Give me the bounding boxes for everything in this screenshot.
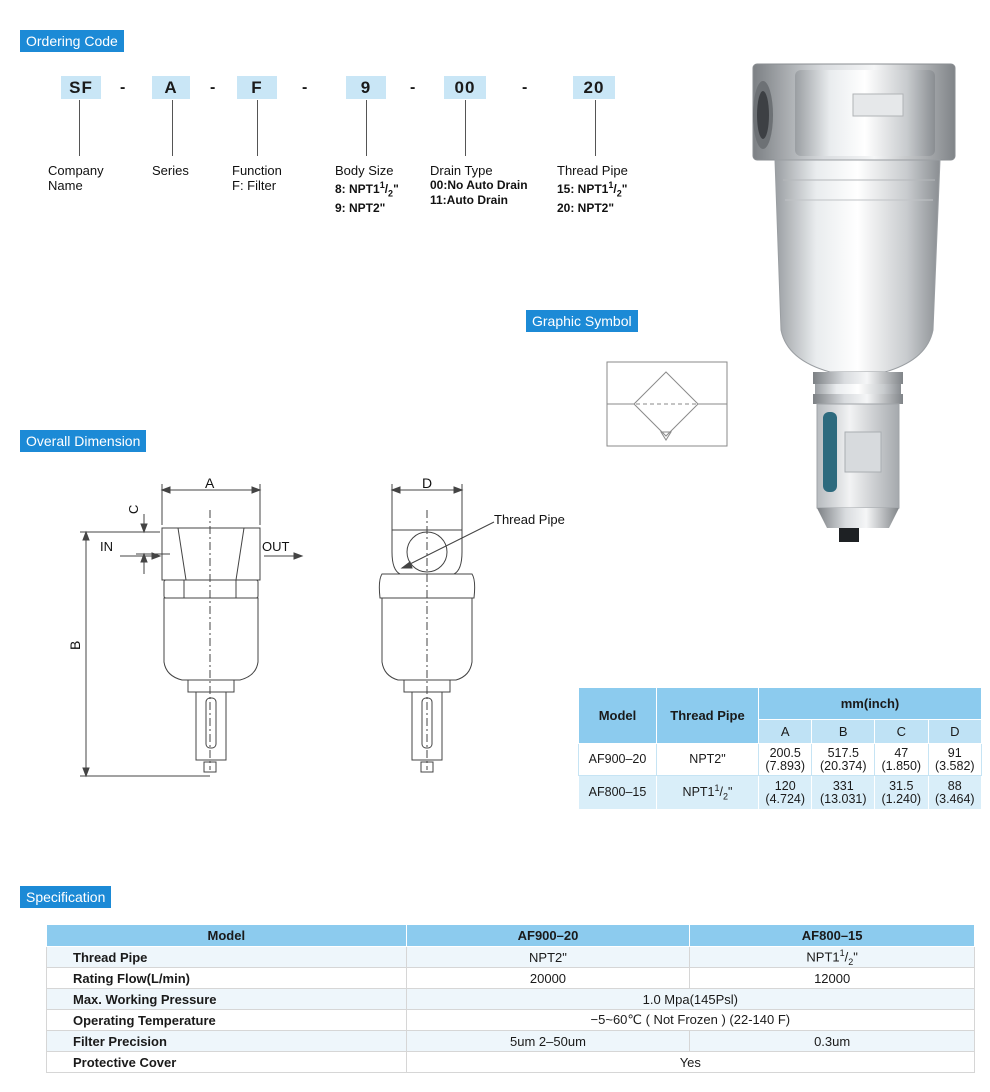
table-row xyxy=(579,744,982,776)
dimension-table xyxy=(578,687,982,810)
front-dimension-drawing xyxy=(60,470,320,790)
dim-cell-model: AF900–20 xyxy=(579,744,657,776)
spec-header-af900: AF900–20 xyxy=(406,925,690,947)
spec-value: 1.0 Mpa(145Psl) xyxy=(406,989,974,1010)
dim-cell-thread: NPT2" xyxy=(657,744,759,776)
code-dash: - xyxy=(210,79,216,96)
spec-label-cover: Protective Cover xyxy=(47,1052,407,1073)
label-thread-pipe: Thread Pipe 15: $NPT1^1/_2$" 20: NPT2" xyxy=(557,163,628,216)
dim-cell-c: 47 (1.850) xyxy=(875,744,928,776)
dim-cell-d: 91 (3.582) xyxy=(928,744,981,776)
dim-col-c: C xyxy=(875,720,928,744)
code-leader-line xyxy=(366,100,367,156)
code-company: SF xyxy=(61,76,101,99)
code-leader-line xyxy=(257,100,258,156)
label-series: Series xyxy=(152,163,189,178)
spec-value: $NPT1^1/_2$" xyxy=(690,947,975,968)
code-dash: - xyxy=(120,79,126,96)
dim-col-a: A xyxy=(759,720,812,744)
spec-value: −5~60℃ ( Not Frozen ) (22-140 F) xyxy=(406,1010,974,1031)
spec-value: NPT2" xyxy=(406,947,690,968)
specification-table xyxy=(46,924,975,1073)
table-row xyxy=(47,968,975,989)
table-row xyxy=(47,1031,975,1052)
code-function: F xyxy=(237,76,277,99)
dim-label-b: B xyxy=(67,640,83,650)
dim-cell-model: AF800–15 xyxy=(579,776,657,810)
dim-cell-c: 31.5 (1.240) xyxy=(875,776,928,810)
code-leader-line xyxy=(172,100,173,156)
spec-value: 20000 xyxy=(406,968,690,989)
dim-col-b: B xyxy=(812,720,875,744)
spec-value: 12000 xyxy=(690,968,975,989)
spec-value: 0.3um xyxy=(690,1031,975,1052)
side-dimension-drawing xyxy=(360,470,600,790)
dim-cell-a: 200.5 (7.893) xyxy=(759,744,812,776)
code-dash: - xyxy=(410,79,416,96)
label-drain-type: Drain Type 00:No Auto Drain 11:Auto Drain xyxy=(430,163,528,207)
code-thread-pipe: 20 xyxy=(573,76,615,99)
overall-dimension-heading: Overall Dimension xyxy=(20,430,146,452)
table-row xyxy=(47,1052,975,1073)
spec-header-af800: AF800–15 xyxy=(690,925,975,947)
label-function: Function F: Filter xyxy=(232,163,282,193)
dim-cell-a: 120 (4.724) xyxy=(759,776,812,810)
dim-header-thread: Thread Pipe xyxy=(657,688,759,744)
code-body-size: 9 xyxy=(346,76,386,99)
dim-header-unit: mm(inch) xyxy=(759,688,982,720)
code-drain-type: 00 xyxy=(444,76,486,99)
label-body-size: Body Size 8: $NPT1^1/_2$" 9: NPT2" xyxy=(335,163,399,216)
table-row xyxy=(579,776,982,810)
dim-cell-b: 331 (13.031) xyxy=(812,776,875,810)
specification-heading: Specification xyxy=(20,886,111,908)
spec-value: Yes xyxy=(406,1052,974,1073)
code-leader-line xyxy=(595,100,596,156)
dim-col-d: D xyxy=(928,720,981,744)
code-dash: - xyxy=(522,79,528,96)
graphic-symbol xyxy=(606,360,730,450)
label-out: OUT xyxy=(262,539,290,554)
dim-cell-d: 88 (3.464) xyxy=(928,776,981,810)
table-row xyxy=(47,989,975,1010)
dim-label-d: D xyxy=(422,475,433,491)
spec-value: 5um 2–50um xyxy=(406,1031,690,1052)
label-company-name: Company Name xyxy=(48,163,104,193)
table-row xyxy=(47,1010,975,1031)
spec-label-flow: Rating Flow(L/min) xyxy=(47,968,407,989)
spec-label-temperature: Operating Temperature xyxy=(47,1010,407,1031)
code-series: A xyxy=(152,76,190,99)
table-row xyxy=(47,947,975,968)
dim-header-model: Model xyxy=(579,688,657,744)
dim-label-c: C xyxy=(126,504,141,514)
code-dash: - xyxy=(302,79,308,96)
graphic-symbol-heading: Graphic Symbol xyxy=(526,310,638,332)
code-leader-line xyxy=(465,100,466,156)
code-leader-line xyxy=(79,100,80,156)
label-in: IN xyxy=(100,539,113,554)
filter-product-photo xyxy=(735,60,965,550)
ordering-code-heading: Ordering Code xyxy=(20,30,124,52)
dim-cell-b: 517.5 (20.374) xyxy=(812,744,875,776)
spec-label-precision: Filter Precision xyxy=(47,1031,407,1052)
dim-label-a: A xyxy=(205,475,215,491)
spec-label-thread: Thread Pipe xyxy=(47,947,407,968)
label-thread-pipe-callout: Thread Pipe xyxy=(494,512,565,527)
dim-cell-thread: $NPT1^1/_2$" xyxy=(657,776,759,810)
spec-label-pressure: Max. Working Pressure xyxy=(47,989,407,1010)
spec-header-model: Model xyxy=(47,925,407,947)
